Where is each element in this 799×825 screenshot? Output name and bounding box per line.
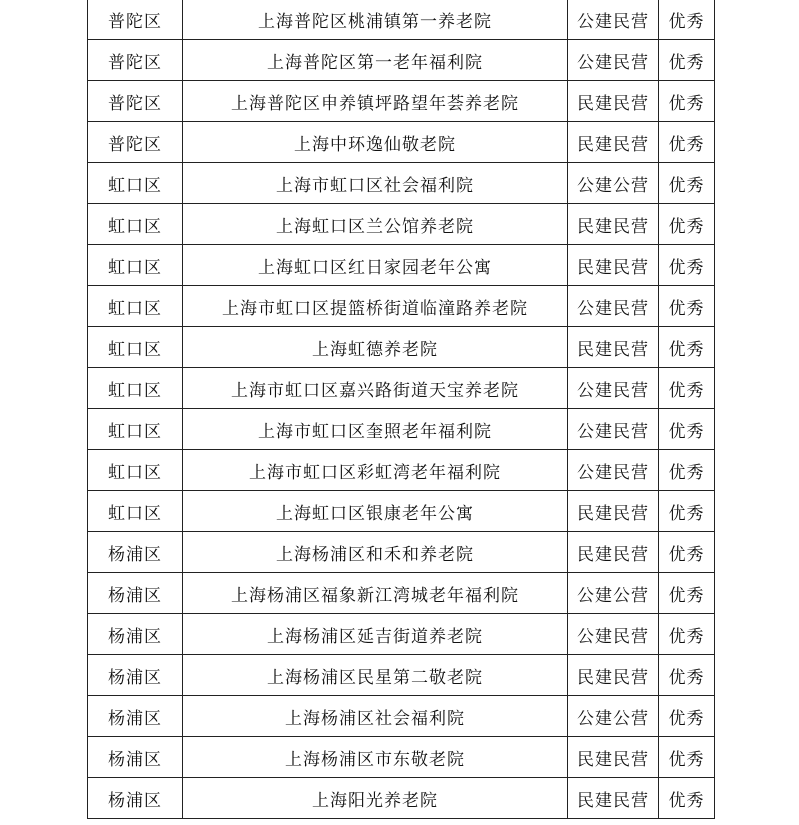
- grade-cell: 优秀: [659, 204, 715, 245]
- institution-name-cell: 上海市虹口区奎照老年福利院: [183, 409, 568, 450]
- grade-cell: 优秀: [659, 163, 715, 204]
- institution-name-cell: 上海杨浦区社会福利院: [183, 696, 568, 737]
- ownership-type-cell: 公建民营: [568, 0, 659, 40]
- institution-name-cell: 上海普陀区桃浦镇第一养老院: [183, 0, 568, 40]
- grade-cell: 优秀: [659, 122, 715, 163]
- ownership-type-cell: 民建民营: [568, 491, 659, 532]
- nursing-home-table-container: [87, 0, 714, 819]
- ownership-type-cell: 公建民营: [568, 286, 659, 327]
- ownership-type-cell: 公建民营: [568, 409, 659, 450]
- district-cell: 杨浦区: [88, 778, 183, 819]
- grade-cell: 优秀: [659, 0, 715, 40]
- grade-cell: 优秀: [659, 532, 715, 573]
- grade-cell: 优秀: [659, 286, 715, 327]
- grade-cell: 优秀: [659, 491, 715, 532]
- institution-name-cell: 上海杨浦区延吉街道养老院: [183, 614, 568, 655]
- ownership-type-cell: 公建民营: [568, 450, 659, 491]
- grade-cell: 优秀: [659, 778, 715, 819]
- ownership-type-cell: 民建民营: [568, 778, 659, 819]
- ownership-type-cell: 民建民营: [568, 122, 659, 163]
- institution-name-cell: 上海市虹口区提篮桥街道临潼路养老院: [183, 286, 568, 327]
- grade-cell: 优秀: [659, 409, 715, 450]
- ownership-type-cell: 民建民营: [568, 737, 659, 778]
- district-cell: 普陀区: [88, 0, 183, 40]
- table-row: [88, 163, 715, 204]
- grade-cell: 优秀: [659, 450, 715, 491]
- district-cell: 普陀区: [88, 40, 183, 81]
- district-cell: 虹口区: [88, 368, 183, 409]
- table-row: [88, 778, 715, 819]
- district-cell: 虹口区: [88, 163, 183, 204]
- institution-name-cell: 上海杨浦区福象新江湾城老年福利院: [183, 573, 568, 614]
- table-row: [88, 737, 715, 778]
- institution-name-cell: 上海市虹口区嘉兴路街道天宝养老院: [183, 368, 568, 409]
- grade-cell: 优秀: [659, 696, 715, 737]
- institution-name-cell: 上海虹德养老院: [183, 327, 568, 368]
- table-row: [88, 573, 715, 614]
- nursing-home-table: [87, 0, 715, 819]
- ownership-type-cell: 公建民营: [568, 40, 659, 81]
- ownership-type-cell: 民建民营: [568, 532, 659, 573]
- district-cell: 虹口区: [88, 491, 183, 532]
- grade-cell: 优秀: [659, 40, 715, 81]
- institution-name-cell: 上海普陀区申养镇坪路望年荟养老院: [183, 81, 568, 122]
- grade-cell: 优秀: [659, 81, 715, 122]
- district-cell: 杨浦区: [88, 532, 183, 573]
- table-row: [88, 655, 715, 696]
- table-row: [88, 40, 715, 81]
- table-row: [88, 286, 715, 327]
- institution-name-cell: 上海杨浦区民星第二敬老院: [183, 655, 568, 696]
- district-cell: 普陀区: [88, 81, 183, 122]
- district-cell: 虹口区: [88, 204, 183, 245]
- table-row: [88, 204, 715, 245]
- table-row: [88, 532, 715, 573]
- grade-cell: 优秀: [659, 655, 715, 696]
- grade-cell: 优秀: [659, 368, 715, 409]
- district-cell: 虹口区: [88, 409, 183, 450]
- table-row: [88, 696, 715, 737]
- district-cell: 杨浦区: [88, 696, 183, 737]
- institution-name-cell: 上海虹口区银康老年公寓: [183, 491, 568, 532]
- ownership-type-cell: 民建民营: [568, 204, 659, 245]
- institution-name-cell: 上海杨浦区市东敬老院: [183, 737, 568, 778]
- grade-cell: 优秀: [659, 327, 715, 368]
- institution-name-cell: 上海市虹口区社会福利院: [183, 163, 568, 204]
- grade-cell: 优秀: [659, 573, 715, 614]
- table-row: [88, 450, 715, 491]
- institution-name-cell: 上海中环逸仙敬老院: [183, 122, 568, 163]
- institution-name-cell: 上海虹口区红日家园老年公寓: [183, 245, 568, 286]
- ownership-type-cell: 公建公营: [568, 163, 659, 204]
- institution-name-cell: 上海杨浦区和禾和养老院: [183, 532, 568, 573]
- table-row: [88, 0, 715, 40]
- grade-cell: 优秀: [659, 245, 715, 286]
- table-row: [88, 614, 715, 655]
- district-cell: 普陀区: [88, 122, 183, 163]
- ownership-type-cell: 公建公营: [568, 696, 659, 737]
- grade-cell: 优秀: [659, 614, 715, 655]
- institution-name-cell: 上海普陀区第一老年福利院: [183, 40, 568, 81]
- district-cell: 虹口区: [88, 450, 183, 491]
- grade-cell: 优秀: [659, 737, 715, 778]
- ownership-type-cell: 民建民营: [568, 81, 659, 122]
- district-cell: 杨浦区: [88, 614, 183, 655]
- table-row: [88, 409, 715, 450]
- district-cell: 杨浦区: [88, 737, 183, 778]
- institution-name-cell: 上海市虹口区彩虹湾老年福利院: [183, 450, 568, 491]
- ownership-type-cell: 民建民营: [568, 327, 659, 368]
- table-row: [88, 81, 715, 122]
- table-body: [88, 0, 715, 819]
- institution-name-cell: 上海虹口区兰公馆养老院: [183, 204, 568, 245]
- table-row: [88, 245, 715, 286]
- ownership-type-cell: 公建民营: [568, 614, 659, 655]
- district-cell: 虹口区: [88, 245, 183, 286]
- institution-name-cell: 上海阳光养老院: [183, 778, 568, 819]
- district-cell: 杨浦区: [88, 573, 183, 614]
- ownership-type-cell: 民建民营: [568, 655, 659, 696]
- ownership-type-cell: 公建民营: [568, 368, 659, 409]
- district-cell: 杨浦区: [88, 655, 183, 696]
- table-row: [88, 122, 715, 163]
- district-cell: 虹口区: [88, 327, 183, 368]
- table-row: [88, 368, 715, 409]
- table-row: [88, 491, 715, 532]
- ownership-type-cell: 民建民营: [568, 245, 659, 286]
- district-cell: 虹口区: [88, 286, 183, 327]
- ownership-type-cell: 公建公营: [568, 573, 659, 614]
- table-row: [88, 327, 715, 368]
